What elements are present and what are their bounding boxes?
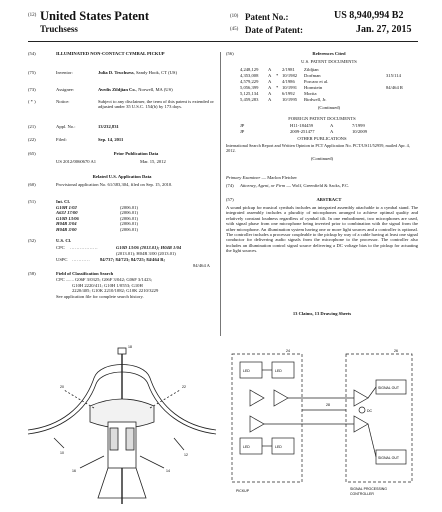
reference-date: 10/1982 (282, 73, 298, 78)
foreign-date: 7/1999 (352, 123, 365, 128)
cpc-dots: ................. (70, 245, 99, 250)
rod-cap (118, 348, 126, 354)
foreign-number: H11-184459 (290, 123, 314, 128)
ref-label-10: 10 (60, 451, 64, 455)
appl-no: 13/232,831 (98, 124, 119, 129)
controller-caption-2: CONTROLLER (350, 492, 374, 496)
filed-label: Filed: (56, 137, 67, 142)
prior-publication-number: US 2012/0060670 A1 (56, 159, 97, 164)
code-73: (73) (28, 87, 36, 92)
code-74: (74) (226, 183, 234, 188)
reference-kind: A (268, 91, 272, 96)
reference-star: * (276, 73, 279, 78)
field-of-search-line-3: 2220/405; G10K 2210/1082; G10K 2210/3229 (72, 288, 159, 293)
patent-no-label: Patent No.: (245, 12, 289, 22)
code-21: (21) (28, 124, 36, 129)
date-label: Date of Patent: (245, 25, 303, 35)
int-cl-class: G10D 13/06 (56, 215, 79, 221)
int-cl-label: Int. Cl. (56, 199, 70, 204)
assignee (98, 87, 218, 92)
inventor-name: Julia D. Truchsess (98, 70, 134, 75)
code-54: (54) (28, 51, 36, 56)
reference-class: 315/114 (386, 73, 401, 78)
primary-examiner (226, 175, 297, 180)
reference-number: 4,248,129 (240, 67, 259, 72)
us-patent-documents-title: U.S. PATENT DOCUMENTS (301, 59, 357, 64)
microphone-right (126, 428, 134, 450)
reference-number: 4,579,229 (240, 79, 259, 84)
field-of-search-line-1: CPC ....... G06F 3/0325; G06F 3/042; G06F 3/1423; (56, 277, 152, 282)
pickup-block (232, 354, 302, 482)
us-cl-label: U.S. Cl. (56, 238, 72, 243)
assignee-name: Avedis Zildjian Co. (98, 87, 136, 92)
chip-label-1: LED (243, 369, 250, 373)
signal-out-label-2: SIGNAL OUT (378, 456, 400, 460)
attorney (240, 183, 418, 188)
notice-text: Subject to any disclaimer, the term of this patent is extended or adjusted under 35 U.S.C. 154(b) by 173 days. (98, 99, 214, 110)
int-cl-class: G10H 1/02 (56, 205, 77, 210)
controller-block (346, 354, 412, 482)
signal-out-label-1: SIGNAL OUT (378, 386, 400, 390)
related-data-title: Related U.S. Application Data (92, 174, 152, 179)
reference-name: Birdwell, Jr. (304, 97, 327, 102)
reference-kind: A (268, 73, 272, 78)
claims-summary: 13 Claims, 13 Drawing Sheets (292, 311, 352, 316)
reference-number: 5,125,134 (240, 91, 259, 96)
uspc-main: 84/737; 84/723; 84/725; 84/464 R; (100, 257, 166, 262)
code-56: (56) (226, 51, 234, 56)
reference-number: 5,459,283 (240, 97, 259, 102)
dc-source (359, 407, 365, 413)
int-cl-year: (2006.01) (120, 226, 138, 232)
inventor-location: , Sandy Hook, CT (US) (133, 70, 178, 75)
assignee-label: Assignee: (56, 87, 75, 92)
wire-7 (368, 424, 376, 457)
reference-number: 5,056,399 (240, 85, 259, 90)
ref-label-12: 12 (184, 453, 188, 457)
reference-name: Hornstein (304, 85, 323, 90)
code-notice: ( * ) (28, 99, 36, 104)
uspc-line-2: 84/464 A (193, 262, 210, 268)
inventor-label: Inventor: (56, 70, 73, 75)
uspc-line-1 (100, 257, 165, 262)
int-cl-year: (2006.01) (120, 221, 138, 227)
ref-label-20: 20 (60, 385, 64, 389)
int-cl-year: (2006.01) (120, 215, 138, 221)
foreign-country: JP (240, 129, 245, 134)
abstract-title: ABSTRACT (316, 197, 342, 202)
pickup-caption: PICKUP (236, 489, 250, 493)
light-ray-left (64, 390, 94, 408)
reference-name: Morita (304, 91, 317, 96)
code-52: (52) (28, 238, 36, 243)
controller-caption-1: SIGNAL PROCESSING (350, 487, 388, 491)
reference-class: 84/464 R (386, 85, 403, 90)
wire-6 (368, 387, 376, 398)
attorney-label: Attorney, Agent, or Firm (240, 183, 286, 188)
appl-no-label: Appl. No.: (56, 124, 76, 129)
leader-line-2 (174, 438, 184, 450)
foreign-number: 2009-251477 (290, 129, 315, 134)
chip-label-2: LED (275, 369, 282, 373)
leader-line-3 (140, 456, 164, 468)
filed-date: Sep. 14, 2011 (98, 137, 124, 142)
references-continued-2: (Continued) (310, 156, 334, 161)
chip-label-3: LED (243, 445, 250, 449)
reference-name: Porcaro et al. (304, 79, 329, 84)
uspc-label: USPC (56, 257, 68, 262)
code-58: (58) (28, 271, 36, 276)
abstract-text: A sound pickup for musical cymbals includes an integrated assembly attachable to a cymbal stand. The integrated assembly includes a plurality of microphones arranged to achieve optimal quality and relatively constant loudness regardless of cymbal tilt. In one embodiment, two microphones are used, with signal phase from one microphone being inverted prior to combination with the signal from the other microphone. An illumination system having one or more light sources and a controller is optional. The controller includes a processor coupleable to the pickup by way of a cable having at least one signal conductor for delivering audio signals from the microphone to the processor. The controller also includes an illumination control signal source delivering a DC voltage bias to the pickup for actuating the light sources. (226, 205, 418, 254)
reference-date: 10/1991 (282, 85, 298, 90)
field-of-search-note: See application file for complete search history. (56, 293, 144, 299)
reference-kind: A (268, 85, 272, 90)
notice-label: Notice: (56, 99, 70, 104)
header-rule (28, 41, 418, 42)
microphone-left (110, 428, 118, 450)
code-65: (65) (28, 151, 36, 156)
int-cl-class: A63J 17/00 (56, 210, 78, 216)
references-continued-1: (Continued) (317, 105, 341, 110)
code-57: (57) (226, 197, 234, 202)
foreign-documents-title: FOREIGN PATENT DOCUMENTS (288, 116, 356, 121)
patent-date: Jan. 27, 2015 (356, 24, 412, 35)
light-ray-right (150, 390, 180, 408)
field-of-search-label: Field of Classification Search (56, 271, 114, 276)
code-12: (12) (28, 13, 37, 18)
other-publications-title: OTHER PUBLICATIONS (297, 136, 347, 141)
ref-label-28: 28 (326, 403, 330, 407)
field-of-search-line-2: G10H 2220/411; G10H 1/0553; G10H (72, 282, 143, 288)
ref-label-18: 18 (128, 345, 132, 349)
reference-star: * (276, 85, 279, 90)
code-60: (60) (28, 182, 36, 187)
uspc-dots: ........... (72, 257, 91, 262)
reference-name: Zildjian (304, 67, 319, 72)
code-51: (51) (28, 199, 36, 204)
ref-label-26: 26 (394, 349, 398, 353)
reference-date: 6/1992 (282, 91, 295, 96)
controller-amp-2 (354, 416, 368, 432)
signal-processing-figure (226, 340, 418, 506)
examiner-label: Primary Examiner (226, 175, 261, 180)
title: ILLUMINATED NON-CONTACT CYMBAL PICKUP (56, 51, 165, 56)
assignee-location: , Norwell, MA (US) (135, 87, 173, 92)
code-22: (22) (28, 137, 36, 142)
reference-date: 2/1981 (282, 67, 295, 72)
dc-label: DC (367, 409, 373, 413)
foreign-date: 10/2009 (352, 129, 368, 134)
reference-date: 10/1995 (282, 97, 298, 102)
cpc-line-2: (2013.01); H04R 3/00 (2013.01) (116, 250, 176, 256)
attorney-name: — Wolf, Greenfield & Sacks, P.C. (285, 183, 350, 188)
column-divider (220, 52, 221, 336)
reference-kind: A (268, 79, 272, 84)
code-10: (10) (230, 14, 239, 19)
prior-publication-title: Prior Publication Data (113, 151, 159, 156)
inventor (98, 70, 210, 75)
chip-label-4: LED (275, 445, 282, 449)
controller-amp-1 (354, 390, 368, 406)
foreign-kind: A (330, 129, 334, 134)
examiner-name: — Marlon Fletcher (260, 175, 297, 180)
inventor-short: Truchsess (40, 24, 78, 34)
ref-label-14: 14 (166, 469, 170, 473)
amp-1 (250, 390, 264, 406)
provisional-application: Provisional application No. 61/383,304, filed on Sep. 15, 2010. (56, 182, 173, 187)
int-cl-class: H04R 3/00 (56, 226, 77, 232)
cpc-classes: G10D 13/06 (2013.01); H04R 1/04 (116, 245, 182, 250)
ref-label-24: 24 (286, 349, 290, 353)
reference-kind: A (268, 97, 272, 102)
amp-3 (250, 416, 264, 432)
cpc-label: CPC (56, 245, 65, 250)
leader-line-1 (54, 438, 64, 448)
reference-name: Dorfman (304, 73, 321, 78)
foreign-kind: A (330, 123, 334, 128)
ref-label-22: 22 (182, 385, 186, 389)
int-cl-year: (2006.01) (120, 205, 138, 210)
code-75: (75) (28, 70, 36, 75)
reference-number: 4,353,008 (240, 73, 259, 78)
int-cl-class: H04R 3/04 (56, 221, 77, 227)
reference-kind: A (268, 67, 272, 72)
leader-line-4 (80, 456, 104, 468)
other-publications-text: International Search Report and Written Opinion in PCT Application No. PCT/US11/52959, mailed Apr. 4, 2012. (226, 143, 410, 153)
prior-publication-date: Mar. 15, 2012 (140, 159, 166, 164)
ref-label-16: 16 (72, 469, 76, 473)
document-type: United States Patent (40, 9, 150, 23)
code-45: (45) (230, 27, 239, 32)
patent-number: US 8,940,994 B2 (334, 10, 404, 21)
references-cited-title: References Cited (312, 51, 346, 56)
cymbal-pickup-figure (24, 338, 220, 506)
foreign-country: JP (240, 123, 245, 128)
int-cl-year: (2006.01) (120, 210, 138, 216)
reference-date: 4/1986 (282, 79, 295, 84)
amp-2 (274, 390, 288, 406)
